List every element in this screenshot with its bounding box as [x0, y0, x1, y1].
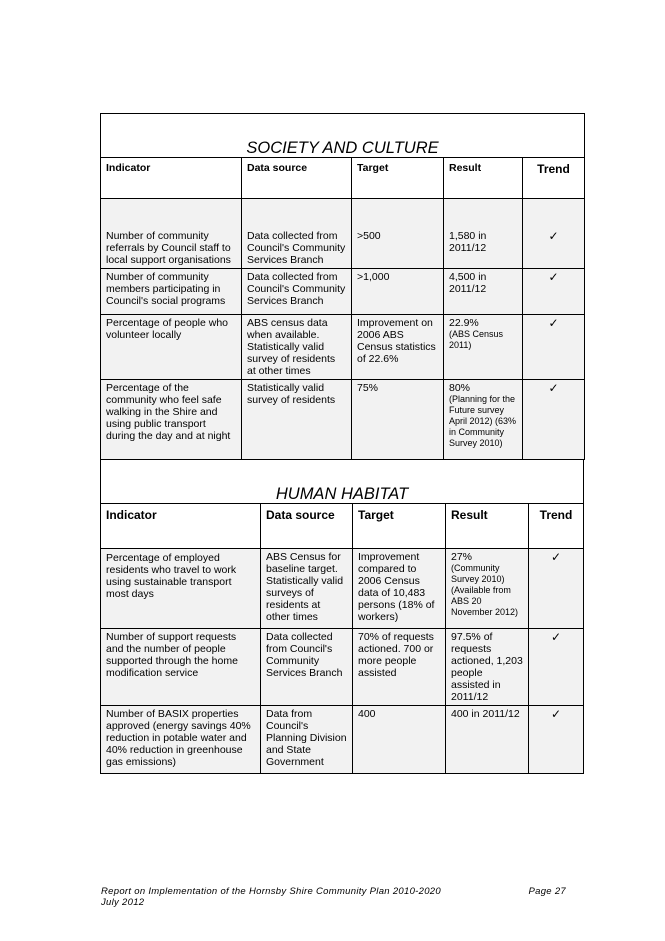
- table-row: [101, 629, 584, 706]
- footer-report-title: Report on Implementation of the Hornsby Shire Community Plan 2010-2020: [101, 886, 441, 897]
- header-trend: Trend: [529, 504, 584, 549]
- target-cell: Improvement on 2006 ABS Census statistics of 22.6%: [352, 315, 444, 380]
- result-value: 22.9%: [449, 317, 479, 329]
- indicator-cell: Percentage of employed residents who travel to work using sustainable transport most days: [101, 549, 261, 629]
- result-cell: 4,500 in 2011/12: [444, 269, 523, 315]
- header-result: Result: [444, 158, 523, 199]
- result-note: (Planning for the Future survey April 2012) (63% in Community Survey 2010): [449, 394, 517, 448]
- header-target: Target: [352, 158, 444, 199]
- target-cell: 400: [353, 706, 446, 774]
- trend-tick-icon: ✓: [523, 269, 585, 315]
- result-value: 27%: [451, 551, 473, 563]
- data-source-cell: ABS census data when available. Statistically valid survey of residents at other times: [242, 315, 352, 380]
- indicator-cell: Number of support requests and the number of people supported through the home modification service: [101, 629, 261, 706]
- header-indicator: Indicator: [101, 158, 242, 199]
- result-cell: [444, 380, 523, 460]
- table-row: [101, 549, 584, 629]
- table-row: [101, 315, 585, 380]
- result-note: (Community Survey 2010) (Available from ABS 20 November 2012): [451, 563, 519, 617]
- result-value: 80%: [449, 382, 471, 394]
- table-row: [101, 706, 584, 774]
- header-data-source: Data source: [242, 158, 352, 199]
- indicator-cell: Number of community members participating in Council's social programs: [101, 269, 242, 315]
- target-cell: Improvement compared to 2006 Census data of 10,483 persons (18% of workers): [353, 549, 446, 629]
- indicator-cell: Percentage of people who volunteer locally: [101, 315, 242, 380]
- trend-tick-icon: ✓: [523, 315, 585, 380]
- header-indicator: Indicator: [101, 504, 261, 549]
- header-data-source: Data source: [261, 504, 353, 549]
- table-row: [101, 380, 585, 460]
- trend-tick-icon: ✓: [529, 629, 584, 706]
- section-title: SOCIETY AND CULTURE: [101, 114, 585, 158]
- target-cell: 70% of requests actioned. 700 or more people assisted: [353, 629, 446, 706]
- target-cell: 75%: [352, 380, 444, 460]
- society-culture-table: [100, 113, 585, 460]
- header-trend: Trend: [523, 158, 585, 199]
- indicator-cell: Percentage of the community who feel safe walking in the Shire and using public transport during the day and at night: [101, 380, 242, 460]
- data-source-cell: Data from Council's Planning Division and State Government: [261, 706, 353, 774]
- header-target: Target: [353, 504, 446, 549]
- data-source-cell: Data collected from Council's Community Services Branch: [261, 629, 353, 706]
- result-cell: 97.5% of requests actioned, 1,203 people assisted in 2011/12: [446, 629, 529, 706]
- indicator-cell: Number of community referrals by Council staff to local support organisations: [101, 199, 242, 269]
- result-cell: [444, 315, 523, 380]
- page-number: Page 27: [528, 886, 566, 897]
- trend-tick-icon: ✓: [523, 380, 585, 460]
- table-row: [101, 199, 585, 269]
- result-note: (ABS Census 2011): [449, 329, 504, 350]
- data-source-cell: Data collected from Council's Community Services Branch: [242, 199, 352, 269]
- table-row: [101, 269, 585, 315]
- trend-tick-icon: ✓: [529, 549, 584, 629]
- result-cell: 400 in 2011/12: [446, 706, 529, 774]
- trend-tick-icon: ✓: [529, 706, 584, 774]
- footer-date: July 2012: [101, 897, 145, 908]
- target-cell: >1,000: [352, 269, 444, 315]
- target-cell: >500: [352, 199, 444, 269]
- indicator-cell: Number of BASIX properties approved (energy savings 40% reduction in potable water and 40% reduction in greenhouse gas emissions): [101, 706, 261, 774]
- data-source-cell: ABS Census for baseline target. Statistically valid surveys of residents at other times: [261, 549, 353, 629]
- result-cell: 1,580 in 2011/12: [444, 199, 523, 269]
- header-result: Result: [446, 504, 529, 549]
- data-source-cell: Data collected from Council's Community Services Branch: [242, 269, 352, 315]
- trend-tick-icon: ✓: [523, 199, 585, 269]
- human-habitat-table: [100, 459, 584, 774]
- page-footer: [101, 886, 566, 908]
- section-title: HUMAN HABITAT: [101, 460, 584, 504]
- result-cell: [446, 549, 529, 629]
- data-source-cell: Statistically valid survey of residents: [242, 380, 352, 460]
